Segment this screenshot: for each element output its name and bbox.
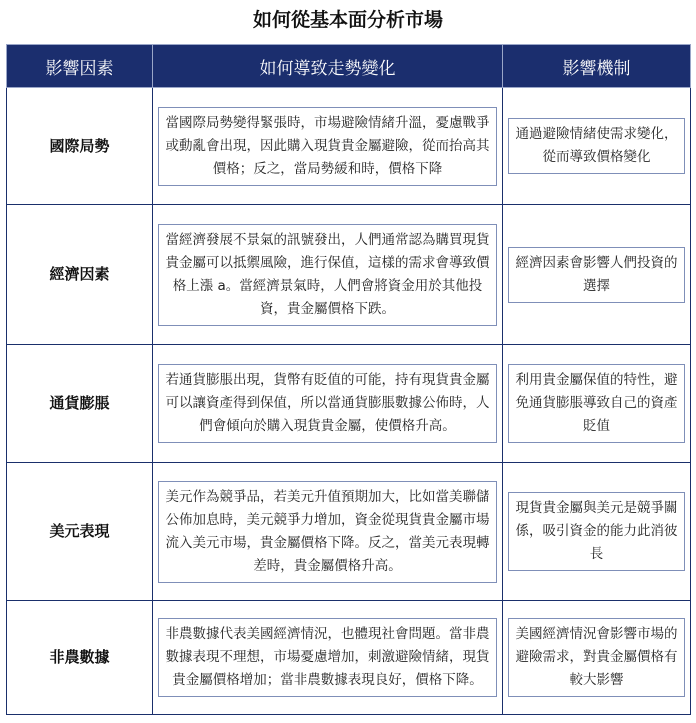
analysis-table <box>6 44 691 715</box>
effect-cell <box>153 463 503 601</box>
effect-text: 非農數據代表美國經濟情況，也體現社會問題。當非農數據表現不理想，市場憂慮增加，刺激避險情緒，現貨貴金屬價格增加；當非農數據表現良好，價格下降。 <box>158 618 497 697</box>
header-factor: 影響因素 <box>7 45 153 88</box>
effect-text: 當經濟發展不景氣的訊號發出，人們通常認為購買現貨貴金屬可以抵禦風險，進行保值，這樣的需求會導致價格上漲 a。當經濟景氣時，人們會將資金用於其他投資，貴金屬價格下跌。 <box>158 224 497 326</box>
table-row <box>7 345 691 463</box>
factor-cell: 通貨膨脹 <box>7 345 153 463</box>
mechanism-cell <box>503 88 691 205</box>
effect-cell <box>153 345 503 463</box>
effect-cell <box>153 601 503 715</box>
factor-cell: 國際局勢 <box>7 88 153 205</box>
mechanism-cell <box>503 463 691 601</box>
mechanism-cell <box>503 205 691 345</box>
factor-cell: 非農數據 <box>7 601 153 715</box>
mechanism-text: 現貨貴金屬與美元是競爭關係，吸引資金的能力此消彼長 <box>508 492 685 571</box>
mechanism-text: 經濟因素會影響人們投資的選擇 <box>508 247 685 303</box>
factor-cell: 經濟因素 <box>7 205 153 345</box>
effect-text: 當國際局勢變得緊張時，市場避險情緒升溫，憂慮戰爭或動亂會出現，因此購入現貨貴金屬避險，從而抬高其價格；反之，當局勢緩和時，價格下降 <box>158 107 497 186</box>
table-row <box>7 88 691 205</box>
page-title: 如何從基本面分析市場 <box>252 9 443 31</box>
mechanism-cell <box>503 345 691 463</box>
table-row <box>7 205 691 345</box>
effect-text: 美元作為競爭品，若美元升值預期加大，比如當美聯儲公佈加息時，美元競爭力增加，資金從現貨貴金屬市場流入美元市場，貴金屬價格下降。反之，當美元表現轉差時，貴金屬價格升高。 <box>158 481 497 583</box>
effect-cell <box>153 88 503 205</box>
factor-cell: 美元表現 <box>7 463 153 601</box>
table-row <box>7 601 691 715</box>
effect-cell <box>153 205 503 345</box>
mechanism-text: 美國經濟情況會影響市場的避險需求，對貴金屬價格有較大影響 <box>508 618 685 697</box>
mechanism-text: 通過避險情緒使需求變化，從而導致價格變化 <box>508 118 685 174</box>
table-header-row <box>7 45 691 88</box>
effect-text: 若通貨膨脹出現，貨幣有貶值的可能，持有現貨貴金屬可以讓資產得到保值，所以當通貨膨脹數據公佈時，人們會傾向於購入現貨貴金屬，使價格升高。 <box>158 364 497 443</box>
header-mechanism: 影響機制 <box>503 45 691 88</box>
header-effect: 如何導致走勢變化 <box>153 45 503 88</box>
mechanism-cell <box>503 601 691 715</box>
table-row <box>7 463 691 601</box>
mechanism-text: 利用貴金屬保值的特性，避免通貨膨脹導致自己的資產貶值 <box>508 364 685 443</box>
